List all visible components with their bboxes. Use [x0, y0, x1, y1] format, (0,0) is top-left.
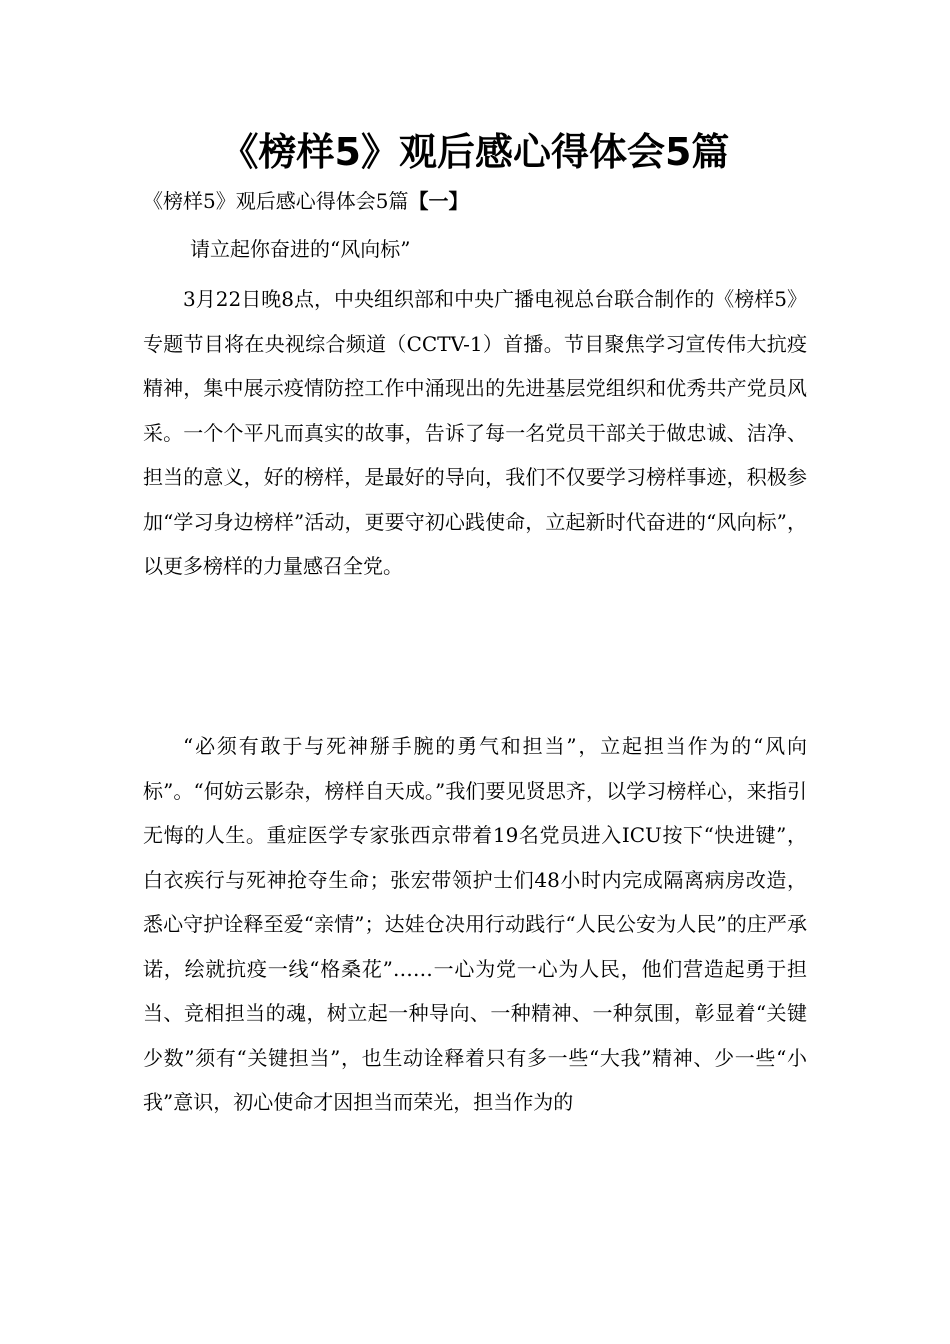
section-heading-text: 《榜样5》观后感心得体会5篇	[143, 189, 409, 213]
document-title: 《榜样5》观后感心得体会5篇	[220, 130, 730, 174]
section-heading-marker: 【一】	[408, 189, 469, 213]
section-subtitle: 请立起你奋进的“风向标”	[190, 237, 411, 261]
body-paragraph: “必须有敢于与死神掰手腕的勇气和担当”，立起担当作为的“风向标”。“何妨云影杂，榜样自天成。”我们要见贤思齐，以学习榜样心，来指引无悔的人生。重症医学专家张西京带着19名党员进入ICU按下“快进键”，白衣疾行与死神抢夺生命；张宏带领护士们48小时内完成隔离病房改造，悉心守护诠释至爱“亲情”；达娃仓决用行动践行“人民公安为人民”的庄严承诺，绘就抗疫一线“格桑花”……一心为党一心为人民，他们营造起勇于担当、竞相担当的魂，树立起一种导向、一种精神、一种氛围，彰显着“关键少数”须有“关键担当”，也生动诠释着只有多一些“大我”精神、少一些“小我”意识，初心使命才因担当而荣光，担当作为的	[143, 734, 807, 1114]
section-heading	[143, 185, 468, 217]
body-paragraph: 3月22日晚8点，中央组织部和中央广播电视总台联合制作的《榜样5》专题节目将在央视综合频道（CCTV-1）首播。节目聚焦学习宣传伟大抗疫精神，集中展示疫情防控工作中涌现出的先进基层党组织和优秀共产党员风采。一个个平凡而真实的故事，告诉了每一名党员干部关于做忠诚、洁净、担当的意义，好的榜样，是最好的导向，我们不仅要学习榜样事迹，积极参加“学习身边榜样”活动，更要守初心践使命，立起新时代奋进的“风向标”，以更多榜样的力量感召全党。	[143, 287, 807, 578]
